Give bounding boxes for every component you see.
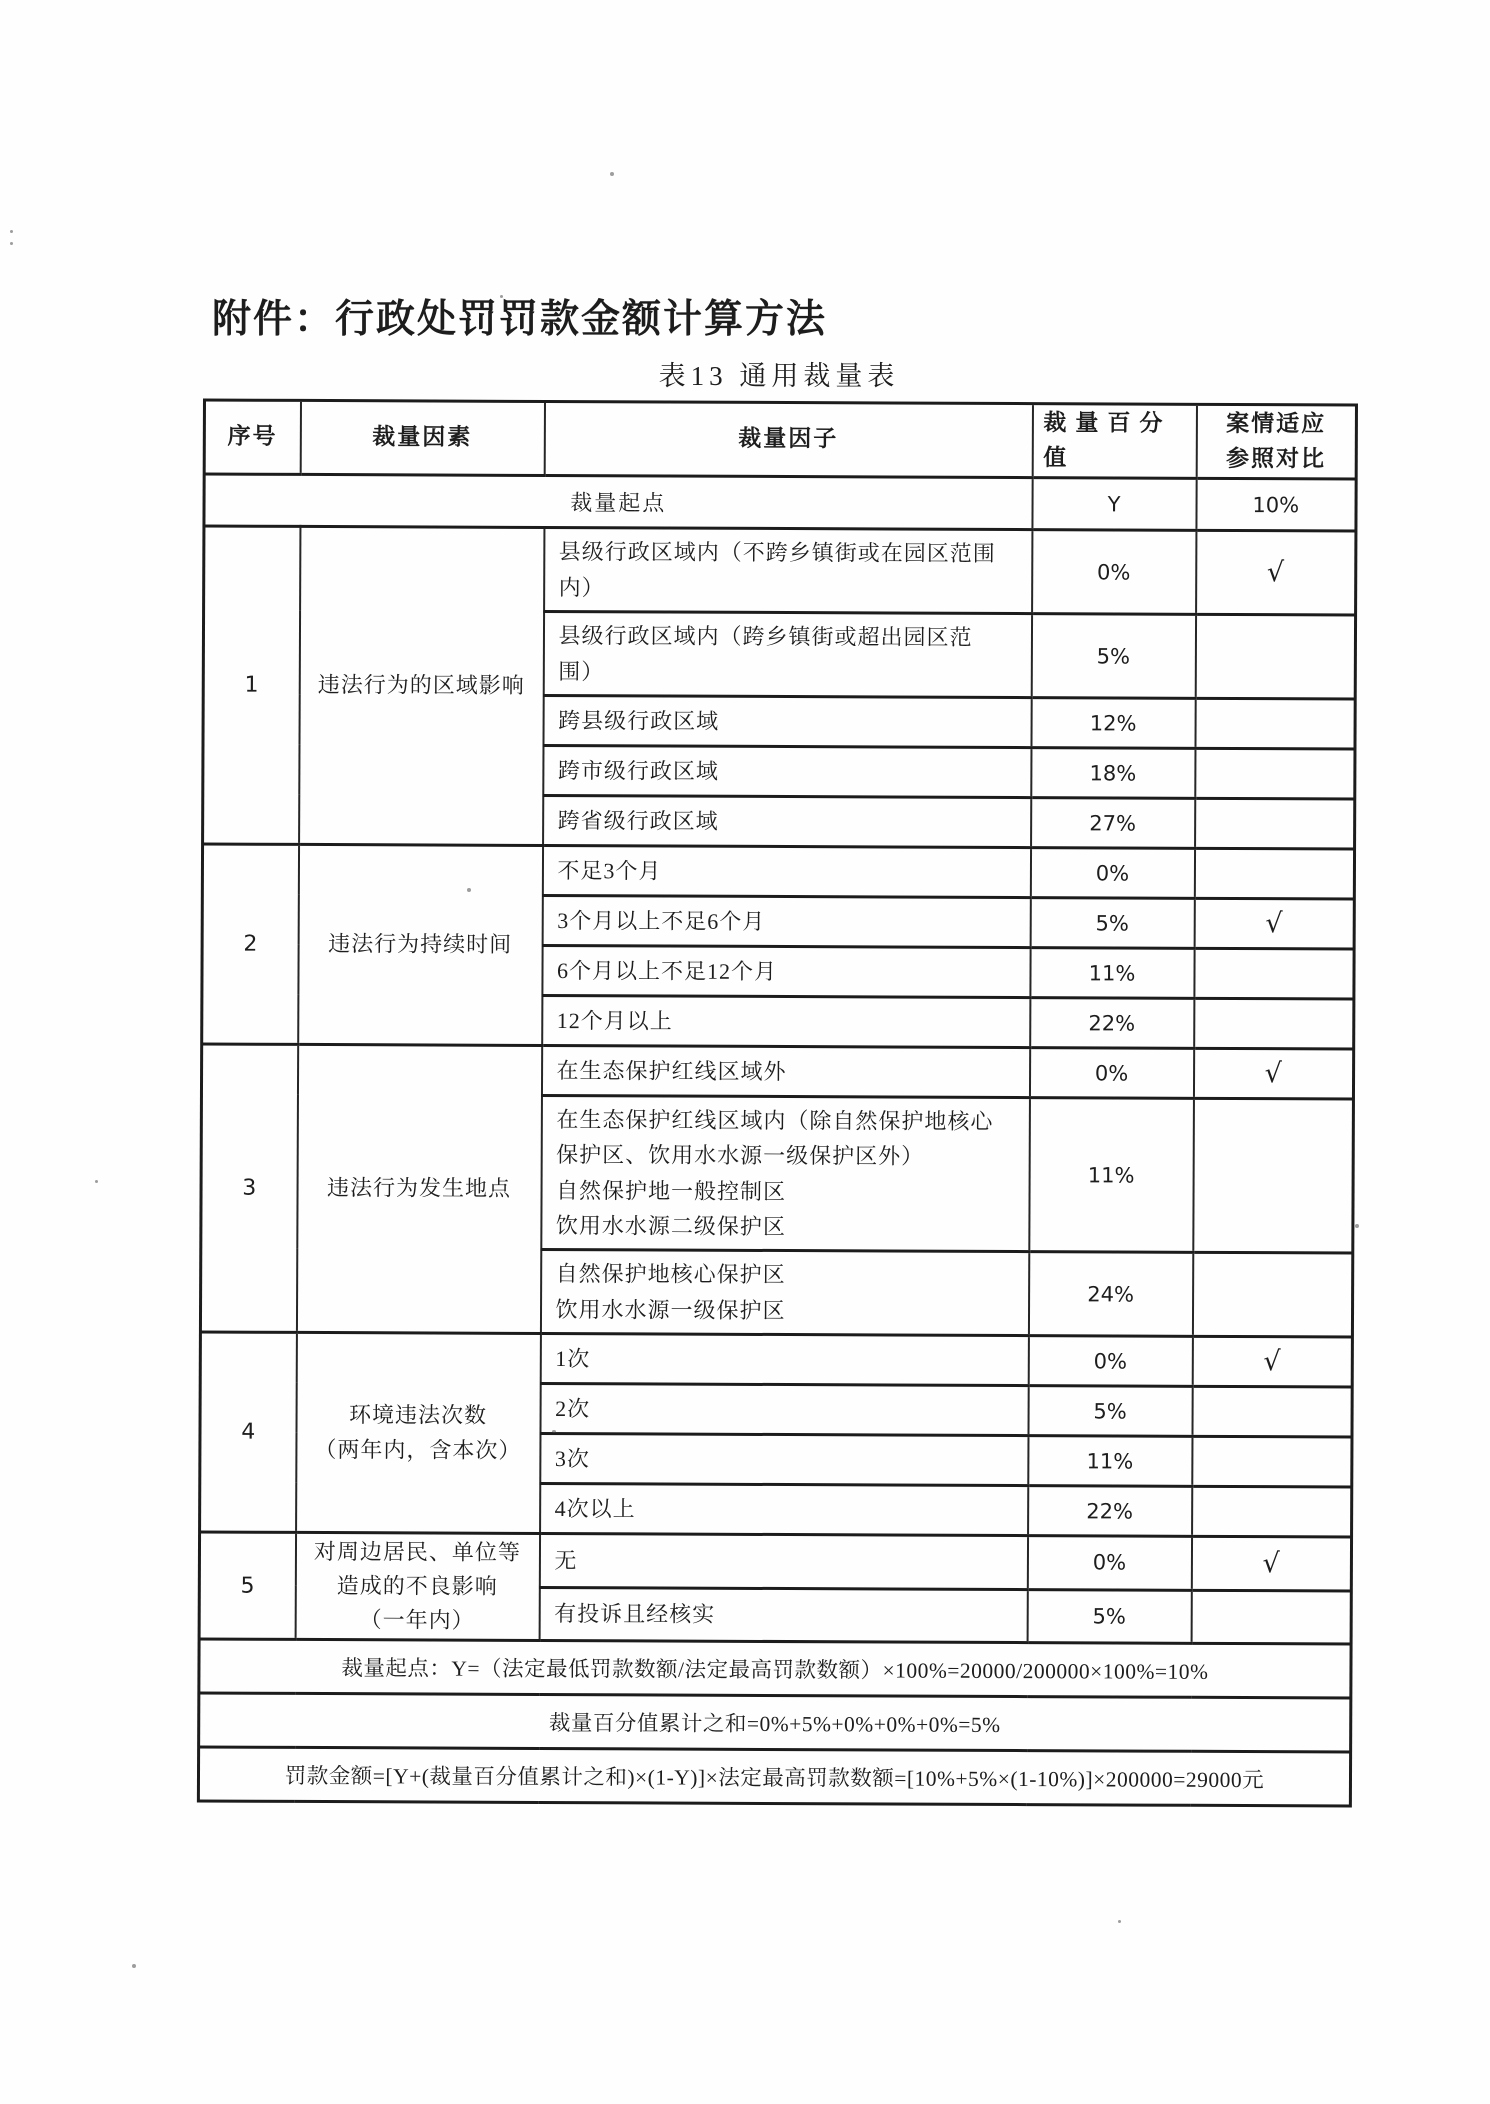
page-title: 附件：行政处罚罚款金额计算方法 xyxy=(212,298,828,341)
formula-baseline: 裁量起点：Y=（法定最低罚款数额/法定最高罚款数额）×100%=20000/200000×100%=10% xyxy=(199,1639,1351,1698)
factor-item-text: 3个月以上不足6个月 xyxy=(542,895,1030,947)
factor-item-text: 3次 xyxy=(540,1433,1028,1485)
row-no: 5 xyxy=(199,1532,295,1640)
check-mark: √ xyxy=(1193,1048,1353,1099)
percent-value: 11% xyxy=(1030,948,1194,999)
percent-value: 5% xyxy=(1028,1386,1192,1437)
scan-speck xyxy=(552,1430,556,1433)
factor-item-text: 在生态保护红线区域内（除自然保护地核心 保护区、饮用水水源一级保护区外） 自然保护地一般控制区 饮用水水源二级保护区 xyxy=(541,1095,1030,1251)
factor-item-text: 在生态保护红线区域外 xyxy=(541,1045,1029,1097)
penalty-table-wrap xyxy=(197,398,1355,1807)
formula-fine-amount: 罚款金额=[Y+(裁量百分值累计之和)×(1-Y)]×法定最高罚款数额=[10%+5%×(1-10%)]×200000=29000元 xyxy=(198,1747,1350,1806)
percent-value: 5% xyxy=(1027,1589,1191,1643)
formula-percent-sum: 裁量百分值累计之和=0%+5%+0%+0%+0%=5% xyxy=(199,1693,1351,1752)
header-no: 序号 xyxy=(204,400,300,474)
factor-label: 违法行为的区域影响 xyxy=(299,526,544,845)
scan-speck xyxy=(610,172,614,176)
percent-value: 5% xyxy=(1031,614,1195,699)
scan-speck xyxy=(95,1180,98,1183)
check-mark xyxy=(1194,948,1354,999)
penalty-discretion-table xyxy=(197,398,1358,1807)
baseline-reference: 10% xyxy=(1196,478,1356,531)
factor-item-text: 1次 xyxy=(540,1333,1028,1385)
table-row xyxy=(204,526,1356,615)
check-mark xyxy=(1194,848,1354,899)
check-mark: √ xyxy=(1194,898,1354,949)
factor-item-text: 不足3个月 xyxy=(542,845,1030,897)
check-mark xyxy=(1191,1590,1351,1644)
factor-label: 违法行为持续时间 xyxy=(298,844,543,1045)
table-header-row xyxy=(204,400,1356,479)
scan-speck xyxy=(467,888,471,892)
check-mark: √ xyxy=(1191,1536,1351,1590)
table-row xyxy=(200,1332,1352,1387)
factor-item-text: 有投诉且经核实 xyxy=(539,1587,1027,1643)
factor-label: 对周边居民、单位等 造成的不良影响 （一年内） xyxy=(295,1532,539,1640)
table-row xyxy=(202,844,1354,899)
row-no: 1 xyxy=(203,526,300,844)
check-mark xyxy=(1192,1436,1352,1487)
percent-value: 22% xyxy=(1030,998,1194,1049)
factor-item-text: 12个月以上 xyxy=(542,995,1030,1047)
factor-item-text: 6个月以上不足12个月 xyxy=(542,945,1030,997)
factor-item-text: 无 xyxy=(539,1533,1027,1589)
check-mark xyxy=(1193,1098,1354,1253)
footer-row xyxy=(199,1693,1351,1752)
factor-label: 环境违法次数 （两年内，含本次） xyxy=(296,1332,541,1533)
header-percent: 裁量百分 值 xyxy=(1032,404,1196,479)
check-mark xyxy=(1192,1386,1352,1437)
table-row xyxy=(201,1044,1353,1099)
header-reference: 案情适应 参照对比 xyxy=(1196,404,1356,479)
check-mark xyxy=(1192,1486,1352,1537)
percent-value: 24% xyxy=(1028,1252,1192,1337)
table-row xyxy=(199,1532,1351,1591)
factor-item-text: 县级行政区域内（不跨乡镇街或在园区范围 内） xyxy=(544,527,1032,613)
table-caption: 表13 通用裁量表 xyxy=(658,361,900,391)
scan-speck xyxy=(10,230,13,233)
percent-value: 11% xyxy=(1029,1098,1194,1253)
percent-value: 0% xyxy=(1028,1336,1192,1387)
scan-speck xyxy=(500,295,503,298)
percent-value: 27% xyxy=(1031,798,1195,849)
factor-item-text: 自然保护地核心保护区 饮用水水源一级保护区 xyxy=(540,1249,1028,1335)
row-no: 4 xyxy=(200,1332,297,1532)
percent-value: 0% xyxy=(1030,848,1194,899)
check-mark xyxy=(1195,748,1355,799)
row-no: 2 xyxy=(202,844,299,1044)
percent-value: 0% xyxy=(1029,1048,1193,1099)
scan-speck xyxy=(132,1964,136,1968)
baseline-label: 裁量起点 xyxy=(204,474,1032,530)
footer-row xyxy=(198,1747,1350,1806)
check-mark xyxy=(1195,698,1355,749)
percent-value: 5% xyxy=(1030,898,1194,949)
baseline-percent: Y xyxy=(1032,478,1196,531)
check-mark: √ xyxy=(1192,1336,1352,1387)
row-no: 3 xyxy=(200,1044,297,1332)
header-subfactor: 裁量因子 xyxy=(544,401,1032,477)
factor-item-text: 跨省级行政区域 xyxy=(543,795,1031,847)
check-mark xyxy=(1195,798,1355,849)
factor-item-text: 县级行政区域内（跨乡镇街或超出园区范 围） xyxy=(543,611,1031,697)
percent-value: 22% xyxy=(1028,1486,1192,1537)
check-mark: √ xyxy=(1196,530,1356,615)
percent-value: 0% xyxy=(1032,530,1196,615)
percent-value: 12% xyxy=(1031,698,1195,749)
percent-value: 18% xyxy=(1031,748,1195,799)
factor-item-text: 跨市级行政区域 xyxy=(543,745,1031,797)
check-mark xyxy=(1195,614,1355,699)
header-factor: 裁量因素 xyxy=(300,400,544,475)
percent-value: 11% xyxy=(1028,1436,1192,1487)
scan-speck xyxy=(1355,1224,1359,1228)
factor-item-text: 2次 xyxy=(540,1383,1028,1435)
percent-value: 0% xyxy=(1027,1536,1191,1590)
factor-item-text: 4次以上 xyxy=(540,1483,1028,1535)
factor-item-text: 跨县级行政区域 xyxy=(543,695,1031,747)
footer-row xyxy=(199,1639,1351,1698)
factor-label: 违法行为发生地点 xyxy=(296,1044,541,1333)
scan-speck xyxy=(1118,1920,1121,1923)
scan-speck xyxy=(10,242,13,245)
check-mark xyxy=(1194,998,1354,1049)
baseline-row xyxy=(204,474,1356,531)
check-mark xyxy=(1192,1252,1352,1337)
